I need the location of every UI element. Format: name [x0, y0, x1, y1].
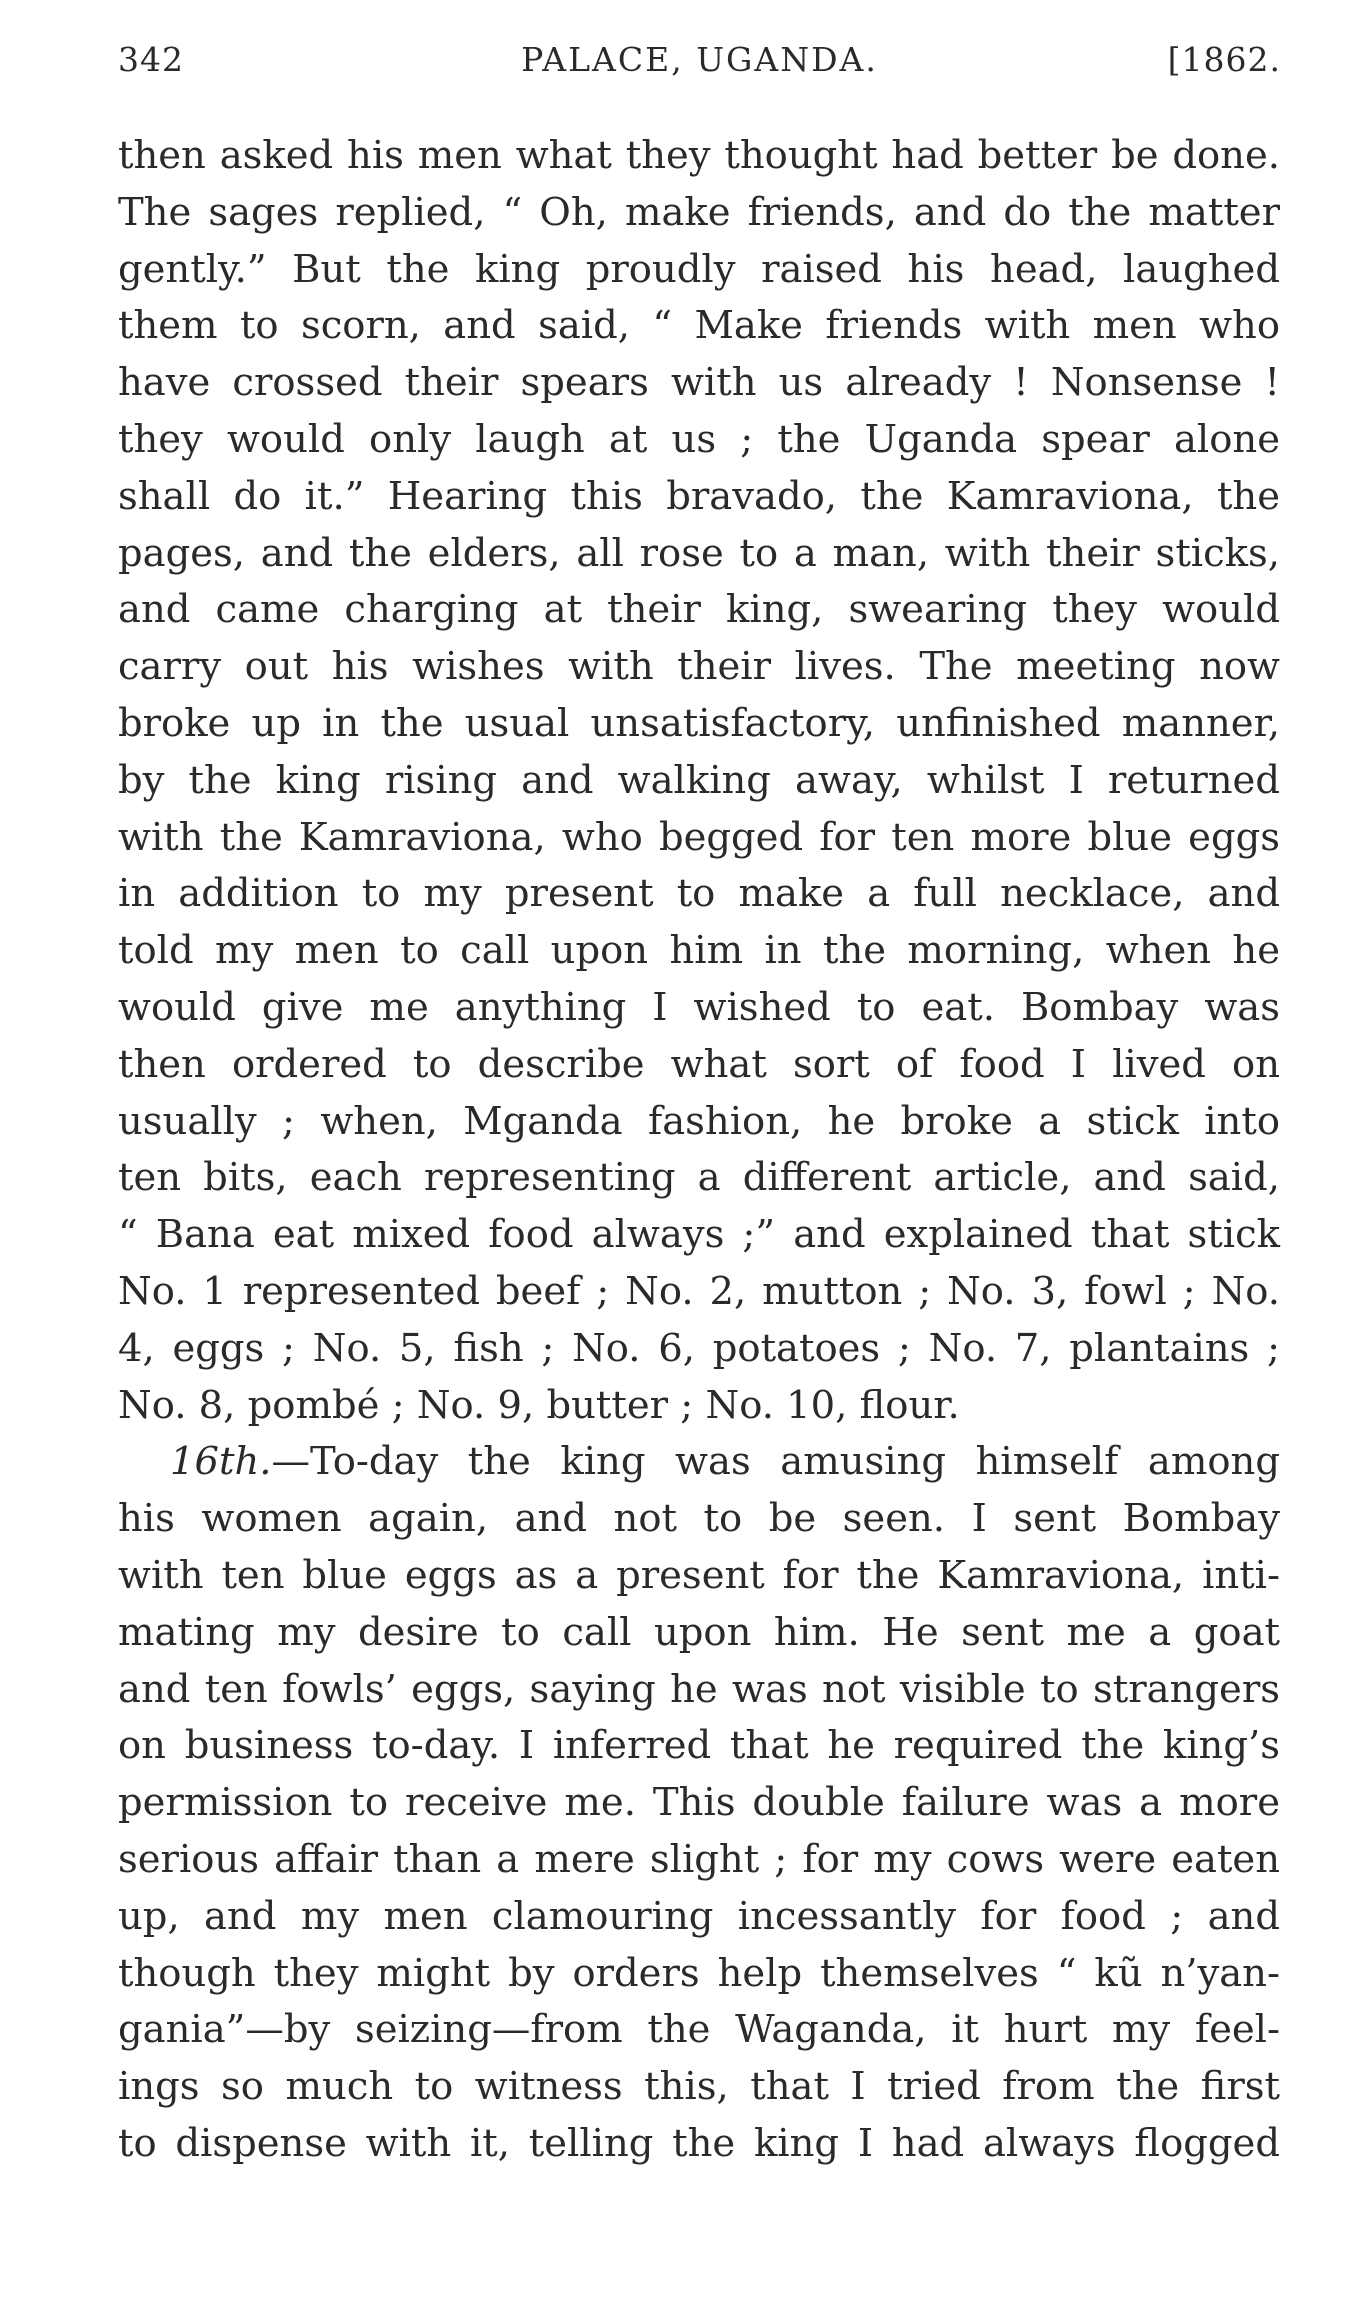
text-line: The sages replied, “ Oh, make friends, and do the matter	[118, 189, 1280, 235]
text-line: broke up in the usual unsatisfactory, unfinished manner,	[118, 700, 1280, 746]
text-line: ten bits, each representing a different article, and said,	[118, 1155, 1280, 1201]
text-line: in addition to my present to make a full necklace, and	[118, 871, 1280, 917]
text-line: serious affair than a mere slight ; for my cows were eaten	[118, 1836, 1280, 1882]
entry-date: 16th.	[170, 1439, 272, 1485]
text-line: by the king rising and walking away, whilst I returned	[118, 757, 1280, 803]
text-line: to dispense with it, telling the king I had always flogged	[118, 2120, 1280, 2166]
text-line: up, and my men clamouring incessantly for food ; and	[118, 1893, 1280, 1939]
text-line: would give me anything I wished to eat. Bombay was	[118, 984, 1280, 1030]
text-line: 4, eggs ; No. 5, fish ; No. 6, potatoes ; No. 7, plantains ;	[118, 1325, 1280, 1371]
text-line: shall do it.” Hearing this bravado, the Kamraviona, the	[118, 473, 1280, 519]
text-line: No. 1 represented beef ; No. 2, mutton ; No. 3, fowl ; No.	[118, 1268, 1280, 1314]
text-line: his women again, and not to be seen. I sent Bombay	[118, 1496, 1280, 1542]
header-year: [1862.	[1167, 40, 1281, 79]
running-title: PALACE, UGANDA.	[521, 40, 878, 79]
text-line: No. 8, pombé ; No. 9, butter ; No. 10, flour.	[118, 1382, 960, 1428]
body-text	[118, 128, 1280, 2173]
text-line: and ten fowls’ eggs, saying he was not visible to strangers	[118, 1666, 1280, 1712]
text-line: permission to receive me. This double failure was a more	[118, 1780, 1280, 1826]
text-line: ings so much to witness this, that I tried from the first	[118, 2064, 1280, 2110]
text-line: gently.” But the king proudly raised his head, laughed	[118, 246, 1280, 292]
text-line: told my men to call upon him in the morning, when he	[118, 928, 1280, 974]
text-line: “ Bana eat mixed food always ;” and explained that stick	[118, 1212, 1280, 1258]
page-number: 342	[118, 40, 184, 79]
text-line: gania”—by seizing—from the Waganda, it hurt my feel-	[118, 2007, 1280, 2053]
text-line: carry out his wishes with their lives. The meeting now	[118, 644, 1280, 690]
page-header	[118, 40, 1281, 90]
text-line: on business to-day. I inferred that he required the king’s	[118, 1723, 1280, 1769]
text-line: have crossed their spears with us already ! Nonsense !	[118, 360, 1280, 406]
text-line: usually ; when, Mganda fashion, he broke a stick into	[118, 1098, 1280, 1144]
text-line: then asked his men what they thought had better be done.	[118, 133, 1280, 178]
text-line: they would only laugh at us ; the Uganda spear alone	[118, 416, 1280, 462]
text-line: and came charging at their king, swearing they would	[118, 587, 1280, 633]
text-line: with the Kamraviona, who begged for ten more blue eggs	[118, 814, 1280, 860]
text-line: them to scorn, and said, “ Make friends with men who	[118, 303, 1280, 349]
dated-entry-first-line	[118, 1434, 1280, 1491]
text-line: then ordered to describe what sort of food I lived on	[118, 1041, 1280, 1087]
text-line: though they might by orders help themselves “ kũ n’yan-	[118, 1950, 1280, 1996]
text-line: mating my desire to call upon him. He sent me a goat	[118, 1609, 1280, 1655]
entry-first-line-text: —To-day the king was amusing himself among	[271, 1439, 1280, 1485]
text-line: with ten blue eggs as a present for the Kamraviona, inti-	[118, 1552, 1280, 1598]
text-line: pages, and the elders, all rose to a man, with their sticks,	[118, 530, 1280, 576]
